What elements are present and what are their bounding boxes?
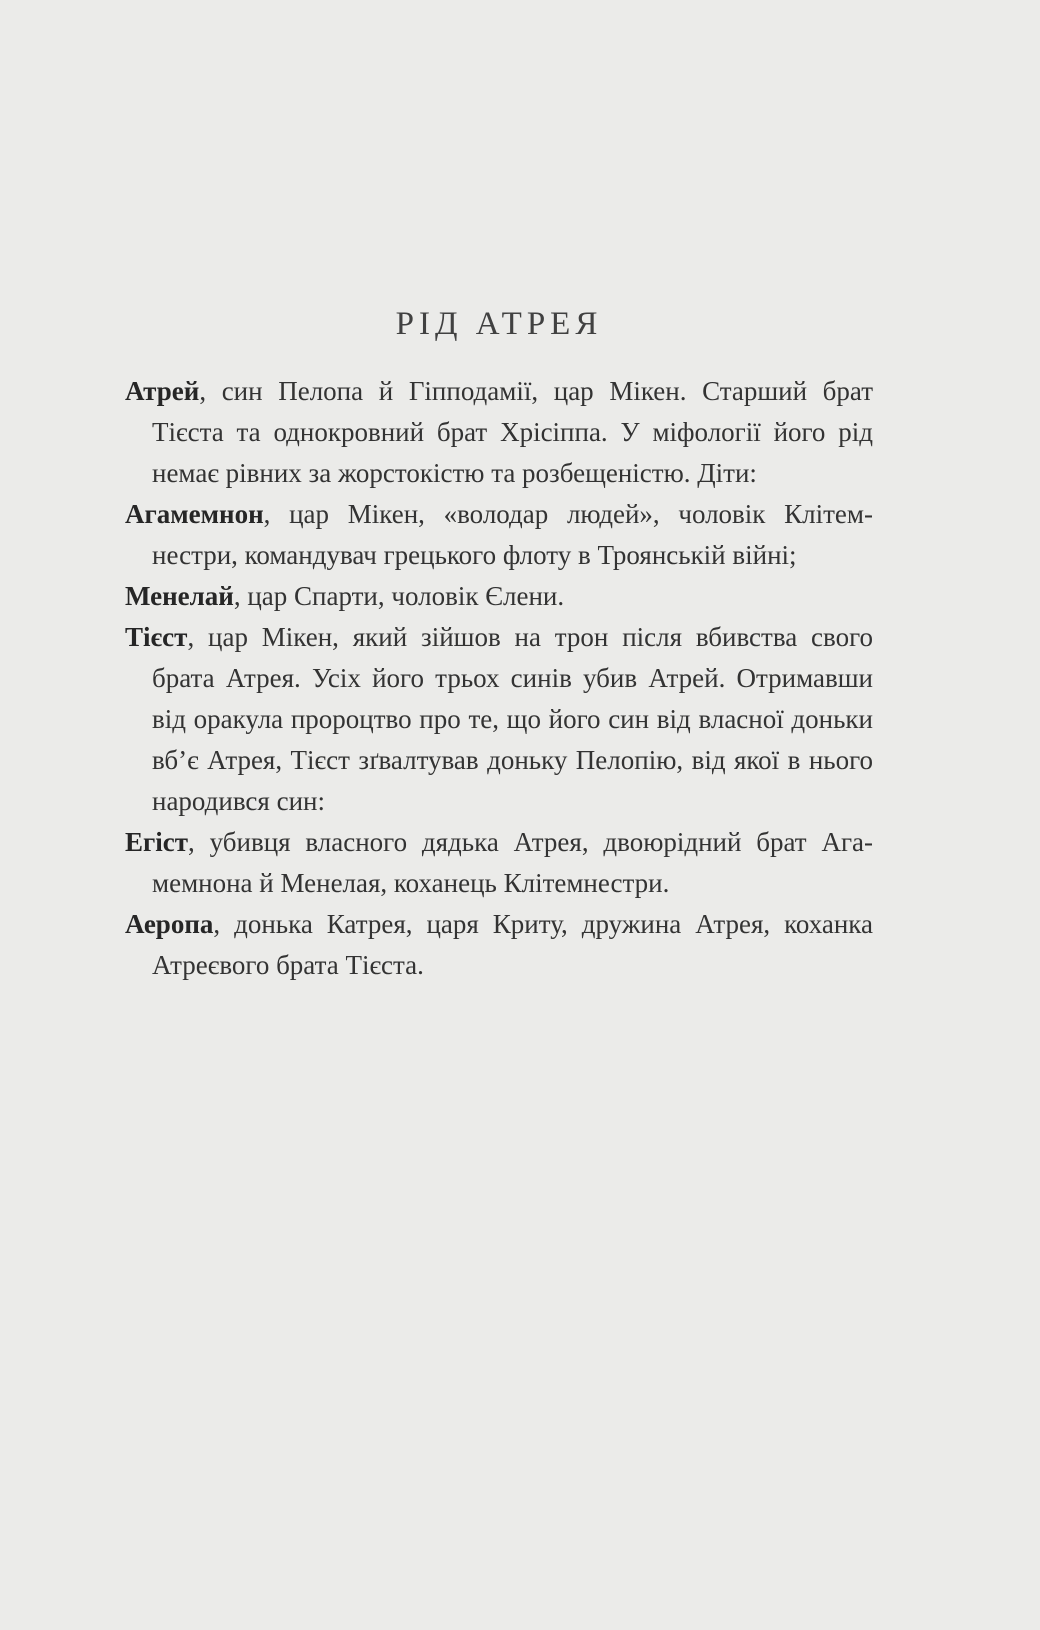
entry-name-atreus: Атрей xyxy=(125,376,200,406)
entry-name-thyestes: Тієст xyxy=(125,622,188,652)
entry-text-aerope: , донька Катрея, царя Криту, дружина Атрея, коханка Атреєвого брата Тієста. xyxy=(152,909,873,980)
entry-text-menelaus: , цар Спарти, чоловік Єлени. xyxy=(233,581,565,611)
entry-name-menelaus: Менелай xyxy=(125,581,234,611)
entry-aerope xyxy=(125,904,873,986)
entry-name-aerope: Аеропа xyxy=(125,909,214,939)
entry-agamemnon xyxy=(125,494,873,576)
entry-menelaus xyxy=(125,576,873,617)
entry-atreus xyxy=(125,371,873,494)
entry-text-thyestes: , цар Мікен, який зійшов на трон після вбивства свого брата Атрея. Усіх його трьох синів убив Атрей. Отримавши від оракула пророцтво про те, що його син від власної доньки вб’є Атрея, Тієст зґвалтував доньку Пелопію, від якої в нього народився син: xyxy=(152,622,873,816)
entry-text-agamemnon: , цар Мікен, «володар людей», чоловік Клітемнестри, командувач грецького флоту в Троянській війні; xyxy=(152,499,873,570)
entry-name-agamemnon: Агамемнон xyxy=(125,499,264,529)
character-list xyxy=(125,371,873,986)
entry-aegisthus xyxy=(125,822,873,904)
entry-thyestes xyxy=(125,617,873,822)
page-title: РІД АТРЕЯ xyxy=(395,306,603,342)
entry-text-aegisthus: , убивця власного дядька Атрея, двоюрідний брат Агамемнона й Менелая, коханець Клітемнестри. xyxy=(152,827,873,898)
entry-name-aegisthus: Егіст xyxy=(125,827,189,857)
entry-text-atreus: , син Пелопа й Гіпподамії, цар Мікен. Старший брат Тієста та однокровний брат Хрісіппа. У міфології його рід немає рівних за жорстокістю та розбещеністю. Діти: xyxy=(152,376,873,488)
